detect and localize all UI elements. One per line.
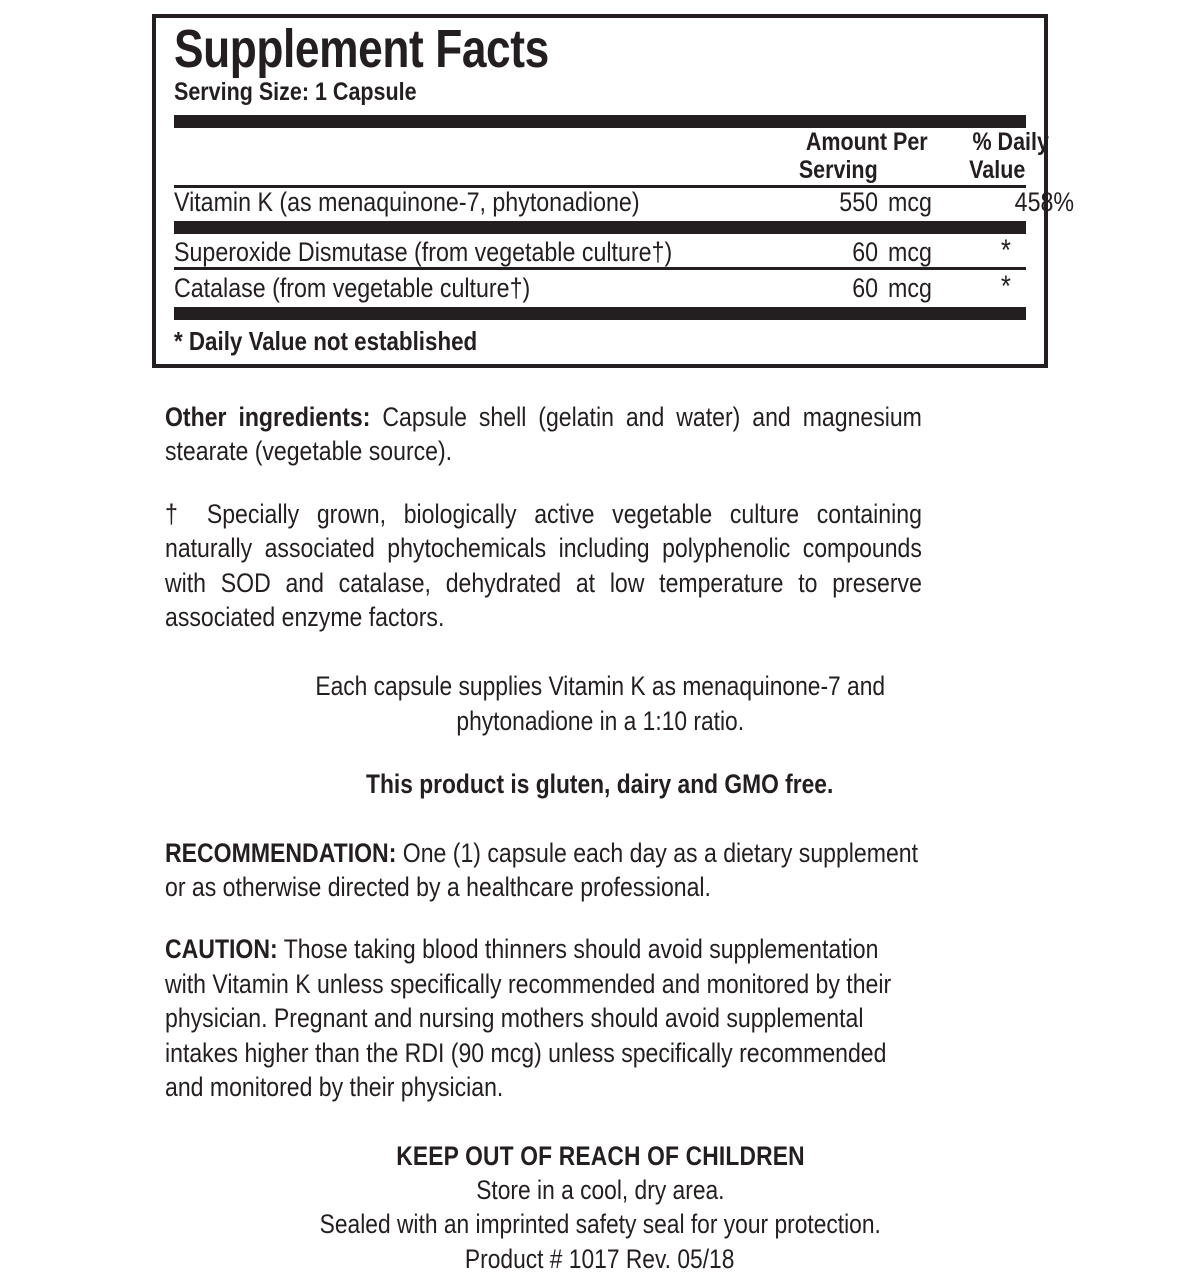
nutrient-unit: mcg <box>888 236 932 267</box>
nutrient-daily-value: * <box>1000 234 1012 268</box>
recommendation-text: One (1) capsule each day as a dietary supplement or as otherwise directed by a healthcare professional. <box>165 837 918 902</box>
nutrient-name: Vitamin K (as menaquinone-7, phytonadione) <box>174 186 640 217</box>
product-number-revision: Product # 1017 Rev. 05/18 <box>465 1243 735 1274</box>
table-header-row <box>174 128 1074 185</box>
nutrient-daily-value: 458% <box>1014 186 1074 217</box>
other-ingredients-text: Capsule shell (gelatin and water) and magnesium stearate (vegetable source). <box>165 402 922 467</box>
table-row <box>174 188 1074 218</box>
nutrient-amount: 60 <box>852 272 878 303</box>
supplement-facts-panel <box>152 14 1074 368</box>
panel-title: Supplement Facts <box>174 19 549 79</box>
rule-below-serving-size <box>174 115 1026 128</box>
nutrient-amount: 550 <box>839 186 878 217</box>
ratio-note <box>165 669 1035 739</box>
table-row <box>174 270 1074 303</box>
ratio-note-line-2: phytonadione in a 1:10 ratio. <box>456 705 744 736</box>
nutrient-amount: 60 <box>852 236 878 267</box>
free-from-claim: This product is gluten, dairy and GMO free. <box>366 768 834 799</box>
nutrient-daily-value: * <box>1000 270 1012 304</box>
nutrient-row-sod-table <box>174 234 1074 267</box>
caution-label: CAUTION: <box>165 934 278 965</box>
recommendation-paragraph <box>165 836 1035 905</box>
serving-size: Serving Size: 1 Capsule <box>174 78 417 107</box>
nutrient-row-catalase-table <box>174 270 1074 303</box>
daily-value-footnote: * Daily Value not established <box>174 326 478 357</box>
safety-seal-notice: Sealed with an imprinted safety seal for your protection. <box>319 1209 881 1240</box>
rule-below-catalase <box>174 307 1026 320</box>
table-row <box>174 234 1074 267</box>
other-ingredients-label: Other ingredients: <box>165 402 371 432</box>
recommendation-label: RECOMMENDATION: <box>165 837 397 868</box>
label-body-copy <box>165 400 1035 1276</box>
nutrient-name: Catalase (from vegetable culture†) <box>174 272 531 303</box>
storage-instruction: Store in a cool, dry area. <box>475 1175 725 1206</box>
keep-out-of-reach: KEEP OUT OF REACH OF CHILDREN <box>395 1140 805 1171</box>
nutrient-unit: mcg <box>888 272 932 303</box>
header-amount-per-serving: Amount Per Serving <box>798 127 928 185</box>
footer-block <box>165 1139 1035 1276</box>
dagger-note-paragraph: † Specially grown, biologically active vegetable culture containing naturally associated phytochemicals including polyphenolic compounds with SOD and catalase, dehydrated at low temperature to preserve associated enzyme factors. <box>165 498 922 633</box>
nutrition-table <box>174 128 1074 185</box>
nutrient-row-vitamin-k-table <box>174 188 1074 218</box>
rule-below-vitamin-k <box>174 221 1026 234</box>
caution-text: Those taking blood thinners should avoid supplementation with Vitamin K unless specifically recommended and monitored by their physician. Pregnant and nursing mothers should avoid supplemental intakes higher than the RDI (90 mcg) unless specifically recommended and monitored by their physician. <box>165 934 892 1103</box>
header-blank <box>174 128 786 185</box>
header-percent-daily-value: % Daily Value <box>969 127 1049 185</box>
nutrient-name: Superoxide Dismutase (from vegetable culture†) <box>174 236 673 267</box>
other-ingredients-paragraph <box>165 400 1035 469</box>
ratio-note-line-1: Each capsule supplies Vitamin K as menaquinone-7 and <box>315 670 885 701</box>
nutrient-unit: mcg <box>888 186 932 217</box>
caution-paragraph <box>165 932 1035 1104</box>
